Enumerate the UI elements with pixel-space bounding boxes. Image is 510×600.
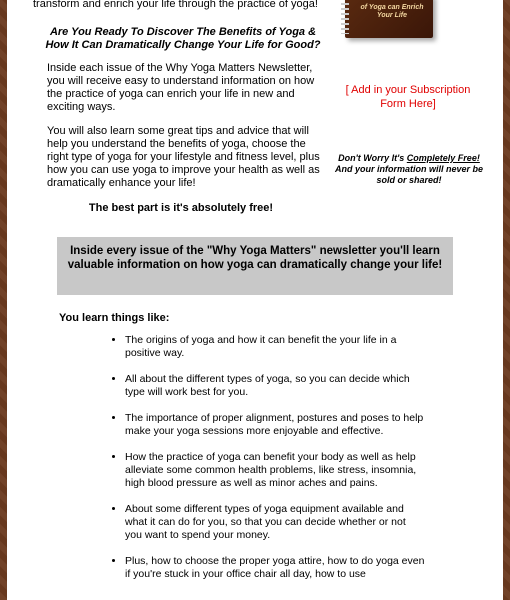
subscription-form-placeholder: [ Add in your Subscription Form Here] xyxy=(345,84,471,110)
notice-rest: And your information will never be sold or shared! xyxy=(334,164,484,185)
list-item: • All about the different types of yoga, so you can decide which type will work best for you. xyxy=(125,373,425,399)
intro-paragraph-1: Inside each issue of the Why Yoga Matters Newsletter, you will receive easy to understand information on how the practice of yoga can enrich your life in new and exciting ways. xyxy=(47,62,315,113)
best-part-text: The best part is it's absolutely free! xyxy=(88,202,274,214)
list-item: • The importance of proper alignment, postures and poses to help make your yoga sessions more enjoyable and effective. xyxy=(125,412,425,438)
notice-free: Completely Free! xyxy=(406,153,480,163)
headline: Are You Ready To Discover The Benefits of Yoga & How It Can Dramatically Change Your Life for Good? xyxy=(45,26,321,51)
list-item: • Plus, how to choose the proper yoga attire, how to do yoga even if you're stuck in your office chair all day, how to use xyxy=(125,555,425,581)
ebook-cover-title: of Yoga can Enrich Your Life xyxy=(360,4,424,19)
newsletter-banner: Inside every issue of the "Why Yoga Matters" newsletter you'll learn valuable information on how yoga can dramatically change your life! xyxy=(57,237,453,295)
spiral-binding xyxy=(341,0,349,34)
list-item: • How the practice of yoga can benefit your body as well as help alleviate some common health problems, like stress, insomnia, high blood pressure as well as minor aches and pains. xyxy=(125,451,425,490)
list-item: • The origins of yoga and how it can benefit the your life in a positive way. xyxy=(125,334,425,360)
page xyxy=(7,0,503,600)
learn-list xyxy=(111,334,425,594)
intro-paragraph-2: You will also learn some great tips and advice that will help you understand the benefits of yoga, choose the right type of yoga for your lifestyle and fitness level, plus how you can use yoga to improve your health as well as dramatically enhance your life! xyxy=(47,125,320,189)
list-item: • About some different types of yoga equipment available and what it can do for you, so that you can decide whether or not you want to spend your money. xyxy=(125,503,425,542)
ebook-cover-image xyxy=(345,0,433,38)
notice-prefix: Don't Worry It's xyxy=(338,153,407,163)
privacy-notice xyxy=(333,153,485,186)
intro-top-text: transform and enrich your life through the practice of yoga! xyxy=(33,0,318,10)
learn-title: You learn things like: xyxy=(59,312,170,324)
